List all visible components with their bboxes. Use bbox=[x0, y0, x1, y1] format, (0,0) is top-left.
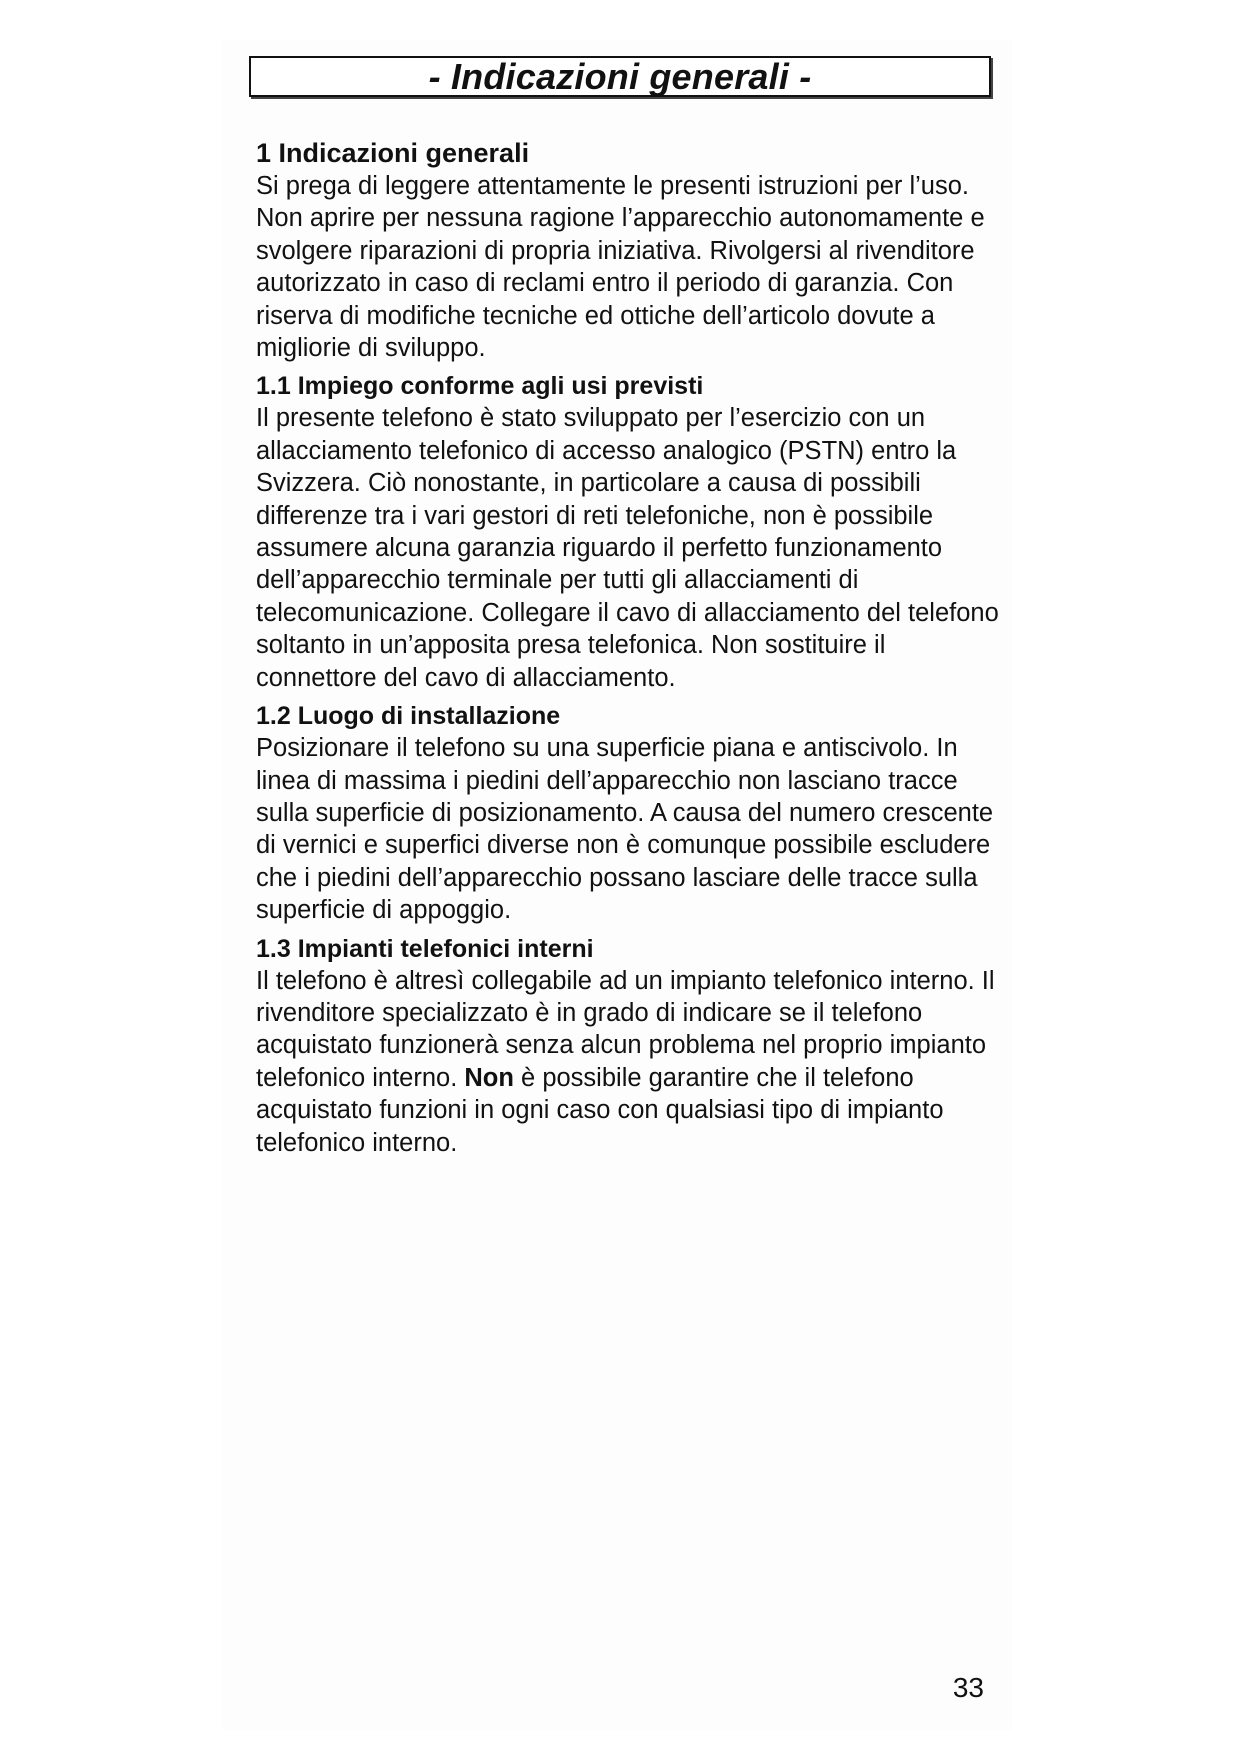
section-text-1: Si prega di leggere attentamente le presenti istruzioni per l’uso. Non aprire per nessuna ragione l’apparecchio autonomamente e svolgere riparazioni di propria iniziativa. Rivolgersi al rivenditore autorizzato in caso di reclami entro il periodo di garanzia. Con riserva di modifiche tecniche ed ottiche dell’articolo dovute a migliorie di sviluppo. bbox=[256, 172, 985, 363]
page-title: - Indicazioni generali - bbox=[428, 56, 812, 97]
section-text-1-3-emphasis: Non bbox=[464, 1063, 514, 1092]
document-body bbox=[256, 136, 1006, 1159]
header-box bbox=[249, 56, 991, 97]
section-heading-1-2: 1.2 Luogo di installazione bbox=[256, 702, 561, 731]
section-text-1-2: Posizionare il telefono su una superficie piana e antiscivolo. In linea di massima i piedini dell’apparecchio non lasciano tracce sulla superficie di posizionamento. A causa del numero crescente di vernici e superfici diverse non è comunque possibile escludere che i piedini dell’apparecchio possano lasciare delle tracce sulla superficie di appoggio. bbox=[256, 734, 994, 925]
section-heading-1-1: 1.1 Impiego conforme agli usi previsti bbox=[256, 372, 704, 401]
section-text-1-1: Il presente telefono è stato sviluppato per l’esercizio con un allacciamento telefonico di accesso analogico (PSTN) entro la Svizzera. Ciò nonostante, in particolare a causa di possibili differenze tra i vari gestori di reti telefoniche, non è possibile assumere alcuna garanzia riguardo il perfetto funzionamento dell’apparecchio terminale per tutti gli allacciamenti di telecomunicazione. Collegare il cavo di allacciamento del telefono soltanto in un’apposita presa telefonica. Non sostituire il connettore del cavo di allacciamento. bbox=[256, 404, 999, 692]
section-text-1-3-part2: è possibile garantire che il telefono acquistato funzioni in ogni caso con qualsiasi tipo di impianto telefonico interno. bbox=[256, 1063, 944, 1157]
section-heading-1-3: 1.3 Impianti telefonici interni bbox=[256, 934, 594, 963]
section-heading-1: 1 Indicazioni generali bbox=[256, 138, 530, 168]
page-number: 33 bbox=[952, 1672, 984, 1703]
section-text-1-3 bbox=[256, 965, 1006, 1159]
section-text-1-3-part1: Il telefono è altresì collegabile ad un impianto telefonico interno. Il rivenditore specializzato è in grado di indicare se il telefono acquistato funzionerà senza alcun problema nel proprio impianto telefonico interno. bbox=[256, 966, 995, 1092]
